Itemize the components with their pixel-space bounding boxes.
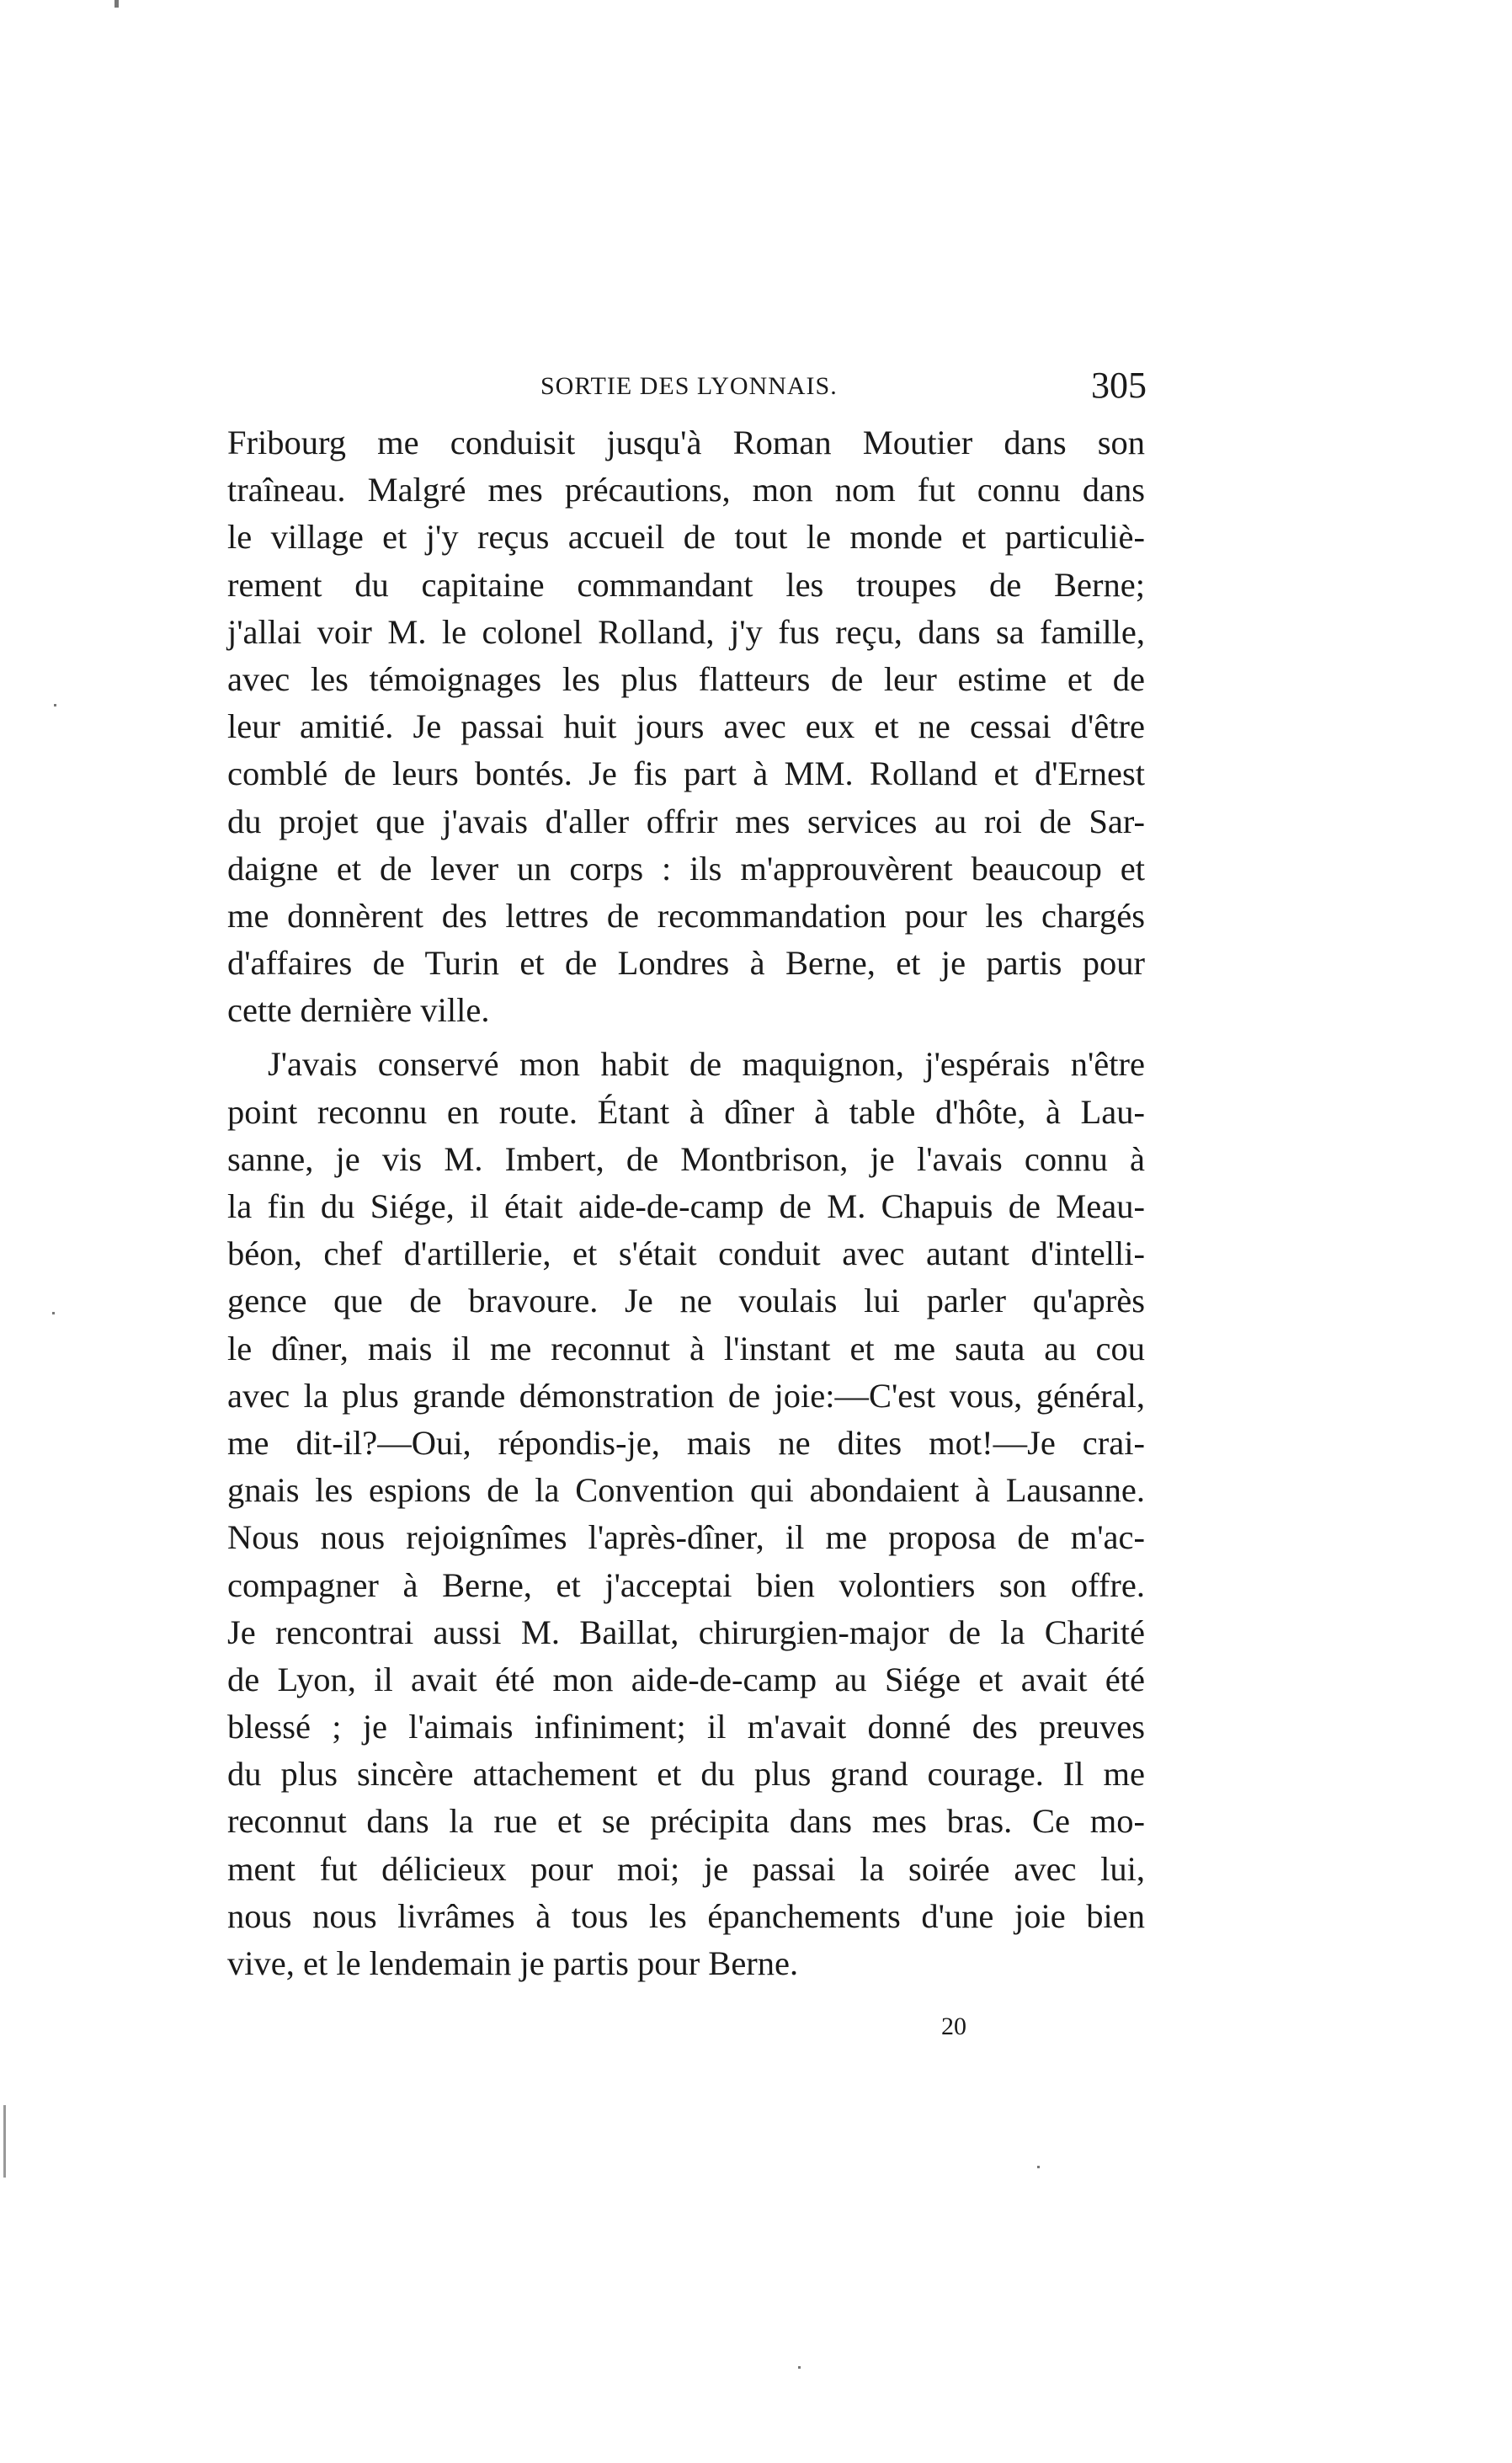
text-line: Je rencontrai aussi M. Baillat, chirurgien-major de la Charité [227, 1613, 1145, 1651]
text-line: sanne, je vis M. Imbert, de Montbrison, je l'avais connu à [227, 1139, 1145, 1178]
text-line: compagner à Berne, et j'acceptai bien volontiers son offre. [227, 1565, 1145, 1604]
text-line: Nous nous rejoignîmes l'après-dîner, il me proposa de m'ac- [227, 1518, 1145, 1557]
scan-speck [1037, 2166, 1040, 2168]
text-line: blessé ; je l'aimais infiniment; il m'avait donné des preuves [227, 1708, 1145, 1746]
paragraph-1 [227, 419, 1145, 1034]
text-line: rement du capitaine commandant les troupes de Berne; [227, 565, 1145, 604]
paragraph-2 [227, 1041, 1145, 1987]
scan-speck [54, 704, 56, 706]
text-line: du projet que j'avais d'aller offrir mes services au roi de Sar- [227, 802, 1145, 840]
body-text [227, 419, 1145, 1987]
text-line: daigne et de lever un corps : ils m'approuvèrent beaucoup et [227, 849, 1145, 888]
text-line: leur amitié. Je passai huit jours avec eux et ne cessai d'être [227, 707, 1145, 746]
text-line: Fribourg me conduisit jusqu'à Roman Moutier dans son [227, 424, 1145, 461]
text-line: J'avais conservé mon habit de maquignon, j'espérais n'être [268, 1045, 1145, 1084]
text-line: avec la plus grande démonstration de joie:—C'est vous, général, [227, 1376, 1145, 1415]
text-line: du plus sincère attachement et du plus grand courage. Il me [227, 1755, 1145, 1794]
page-number: 305 [1091, 365, 1147, 406]
text-line: avec les témoignages les plus flatteurs de leur estime et de [227, 659, 1145, 698]
text-line: nous nous livrâmes à tous les épanchements d'une joie bien [227, 1896, 1145, 1935]
scan-edge-line [3, 2105, 6, 2178]
text-line: la fin du Siége, il était aide-de-camp de M. Chapuis de Meau- [227, 1187, 1145, 1225]
scan-speck [52, 1312, 55, 1314]
text-line: béon, chef d'artillerie, et s'était conduit avec autant d'intelli- [227, 1234, 1145, 1273]
text-line: vive, et le lendemain je partis pour Berne. [227, 1944, 799, 1982]
text-line: cette dernière ville. [227, 991, 490, 1030]
text-line: d'affaires de Turin et de Londres à Berne, et je partis pour [227, 944, 1145, 983]
text-line: traîneau. Malgré mes précautions, mon nom fut connu dans [227, 471, 1145, 509]
text-line: de Lyon, il avait été mon aide-de-camp au Siége et avait été [227, 1660, 1145, 1698]
scan-speck [798, 2366, 801, 2369]
text-line: reconnut dans la rue et se précipita dans mes bras. Ce mo- [227, 1802, 1145, 1841]
text-line: comblé de leurs bontés. Je fis part à MM. Rolland et d'Ernest [227, 754, 1145, 793]
running-head [229, 364, 1147, 414]
text-line: gence que de bravoure. Je ne voulais lui parler qu'après [227, 1282, 1145, 1320]
text-line: j'allai voir M. le colonel Rolland, j'y fus reçu, dans sa famille, [227, 612, 1145, 651]
text-line: le dîner, mais il me reconnut à l'instant et me sauta au cou [227, 1329, 1145, 1367]
text-line: me donnèrent des lettres de recommandation pour les chargés [227, 896, 1145, 935]
signature-mark: 20 [941, 2013, 966, 2040]
scan-speck [114, 0, 119, 8]
running-title: SORTIE DES LYONNAIS. [540, 372, 838, 400]
text-line: me dit-il?—Oui, répondis-je, mais ne dites mot!—Je crai- [227, 1423, 1145, 1462]
text-line: le village et j'y reçus accueil de tout le monde et particuliè- [227, 518, 1145, 557]
text-line: ment fut délicieux pour moi; je passai la soirée avec lui, [227, 1849, 1145, 1888]
text-line: point reconnu en route. Étant à dîner à table d'hôte, à Lau- [227, 1092, 1145, 1131]
text-line: gnais les espions de la Convention qui abondaient à Lausanne. [227, 1471, 1145, 1510]
